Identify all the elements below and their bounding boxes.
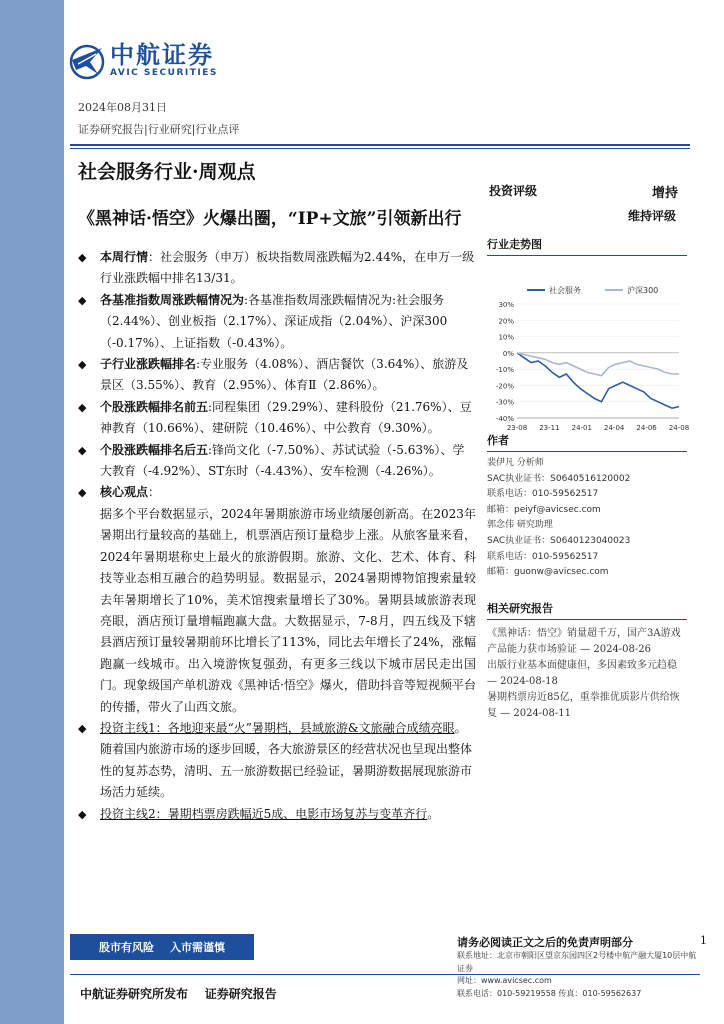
report-date: 2024年08月31日 <box>78 101 167 114</box>
author-line: 联系电话：010-59562517 <box>487 489 599 500</box>
core-paragraph: 据多个平台数据显示，2024年暑期旅游市场业绩屡创新高。在2023年暑期出行量较高的基础上，机票酒店预订量稳步上涨。从旅客量来看，2024年暑期堪称史上最火的旅游假期。旅游、文化、艺术、体育、科技等业态相互融合的趋势明显。数据显示，2024暑期博物馆搜索量较去年暑期增长了10%，美术馆搜索量增长了30%。暑期县域旅游表现亮眼，酒店预订量增幅跑赢大盘。大数据显示，7-8月，四五线及下辖县酒店预订量较暑期前环比增长了113%，同比去年增长了24%，涨幅跑赢一线城市。出入境游恢复强劲，有更多三线以下城市居民走出国门。现象级国产单机游戏《黑神话·悟空》爆火，借助抖音等短视频平台的传播，带火了山西文旅。 <box>100 506 476 714</box>
bullet-head: 个股涨跌幅排名后五 <box>100 442 209 457</box>
plane-logo-icon <box>68 40 106 80</box>
related-heading: 相关研究报告 <box>487 600 687 620</box>
logo-cn-text: 中航证券 <box>110 41 214 69</box>
header-rule-thin <box>70 148 690 149</box>
rating-value: 增持 <box>651 186 678 201</box>
bullet-head: 本周行情 <box>100 250 149 264</box>
industry-trend-section <box>487 236 690 440</box>
diamond-bullet-icon: ◆ <box>78 358 87 372</box>
footer-rule <box>70 974 700 975</box>
series-line-social-services <box>517 353 679 408</box>
rating-label: 投资评级 <box>489 184 538 198</box>
footer-publisher: 中航证券研究所发布 证券研究报告 <box>80 987 277 1001</box>
legend-label: 沪深300 <box>627 286 659 295</box>
bullet-text: :锋尚文化（-7.50%）、苏试试验（-5.63%）、学大教育（-4.92%）、ST东时（-4.43%）、安车检测（-4.26%）。 <box>100 442 465 479</box>
y-tick-label: -10% <box>495 366 514 375</box>
bullet-text: :专业服务（4.08%）、酒店餐饮（3.64%）、旅游及景区（3.55%）、教育（2.95%）、体育Ⅱ（2.86%）。 <box>100 357 469 393</box>
investment-text: 。随着国内旅游市场的逐步回暖，各大旅游景区的经营状况也呈现出整体性的复苏态势，清明、五一旅游数据已经验证，暑期游数据展现旅游市场活力延续。 <box>100 720 473 800</box>
left-sidebar-band <box>0 0 64 1024</box>
x-tick-label: 23-08 <box>506 424 528 432</box>
authors-heading: 作者 <box>487 432 687 452</box>
y-tick-label: 0% <box>502 349 514 358</box>
page-number: 1 <box>700 934 707 947</box>
authors-section <box>487 432 687 581</box>
y-tick-label: -20% <box>495 382 514 391</box>
diamond-bullet-icon: ◆ <box>78 486 87 500</box>
x-tick-label: 23-11 <box>539 424 560 432</box>
y-tick-label: -40% <box>495 415 514 423</box>
related-item[interactable]: 《黑神话：悟空》销量超千万，国产3A游戏产品能力获市场验证 — 2024-08-26 <box>487 628 681 655</box>
author-line: SAC执业证书：S0640516120002 <box>487 473 631 484</box>
footer-address: 联系地址：北京市朝阳区望京东园四区2号楼中航产融大厦10层中航证券 网址：www.avicsec.com 联系电话：010-59219558 传真：010-59562637 <box>457 951 697 998</box>
related-reports-section <box>487 600 687 722</box>
investment-line-1 <box>78 718 476 804</box>
diamond-bullet-icon: ◆ <box>78 807 87 821</box>
legend-label: 社会服务 <box>549 286 581 295</box>
rating-sub: 维持评级 <box>627 209 676 223</box>
breadcrumb: 证券研究报告|行业研究|行业点评 <box>78 123 240 136</box>
y-tick-label: 10% <box>498 333 514 342</box>
bullet-head: 各基准指数周涨跌幅情况为 <box>100 292 245 307</box>
risk-left: 股市有风险 <box>99 941 154 954</box>
author-line[interactable]: 邮箱：peiyf@avicsec.com <box>487 504 601 515</box>
logo-en-text: AVIC SECURITIES <box>110 68 218 78</box>
bullet-text: ：社会服务（申万）板块指数周涨跌幅为2.44%，在申万一级行业涨跌幅中排名13/31。 <box>100 250 475 286</box>
y-tick-label: 20% <box>498 317 514 326</box>
bullet-text: :同程集团（29.29%）、建科股份（21.76%）、豆神教育（10.66%）、建研院（10.46%）、中公教育（9.30%）。 <box>100 399 472 436</box>
related-item[interactable]: 暑期档票房近85亿，重拳推优质影片供给恢复 — 2024-08-11 <box>487 692 680 719</box>
author-line: 联系电话：010-59562517 <box>487 551 599 562</box>
related-item[interactable]: 出版行业基本面健康但，多因素致多元趋稳 — 2024-08-18 <box>487 660 677 687</box>
footer-disclaimer: 请务必阅读正文之后的免责声明部分 <box>457 936 633 949</box>
sector-title: 社会服务行业·周观点 <box>78 161 256 183</box>
brand-logo <box>68 40 218 80</box>
bullet-head: 核心观点 <box>100 485 149 500</box>
bullet-benchmarks <box>78 290 476 354</box>
x-tick-label: 24-04 <box>604 424 625 432</box>
industry-trend-chart <box>487 256 690 436</box>
main-body <box>78 247 476 825</box>
x-tick-label: 24-01 <box>571 424 592 432</box>
related-list <box>487 626 687 722</box>
bullet-head: 子行业涨跌幅排名 <box>100 357 197 372</box>
diamond-bullet-icon: ◆ <box>78 251 87 264</box>
chart-heading: 行业走势图 <box>487 236 687 256</box>
bullet-top-five <box>78 397 476 440</box>
bullet-text: :各基准指数周涨跌幅情况为:社会服务（2.44%）、创业板指（2.17%）、深证成指（2.04%）、沪深300（-0.17%）、上证指数（-0.43%）。 <box>100 292 448 350</box>
investment-head: 投资主线2：暑期档票房跌幅近5成、电影市场复苏与变革齐行 <box>100 806 428 821</box>
diamond-bullet-icon: ◆ <box>78 400 87 414</box>
bullet-text: ： <box>148 485 161 500</box>
y-tick-label: -30% <box>495 398 514 407</box>
author-line: 郭念伟 研究助理 <box>487 520 553 531</box>
author-line[interactable]: 邮箱：guonw@avicsec.com <box>487 567 609 578</box>
diamond-bullet-icon: ◆ <box>78 443 87 457</box>
investment-line-2 <box>78 804 476 825</box>
investment-head: 投资主线1：各地迎来最“火”暑期档，县域旅游&文旅融合成绩亮眼 <box>100 720 455 735</box>
bullet-head: 个股涨跌幅排名前五 <box>100 399 209 414</box>
bullet-weekly-market <box>78 247 476 290</box>
header-rule <box>70 144 690 146</box>
x-tick-label: 24-08 <box>668 424 690 432</box>
diamond-bullet-icon: ◆ <box>78 721 87 735</box>
author-line: SAC执业证书：S0640123040023 <box>487 535 631 546</box>
authors-list <box>487 456 687 581</box>
bullet-subsectors <box>78 354 476 397</box>
report-headline: 《黑神话·悟空》火爆出圈，“IP+文旅”引领新出行 <box>78 209 462 229</box>
bullet-bottom-five <box>78 440 476 483</box>
series-line-csi300 <box>517 353 679 376</box>
diamond-bullet-icon: ◆ <box>78 293 87 307</box>
risk-banner <box>70 934 254 960</box>
x-tick-label: 24-06 <box>636 424 657 432</box>
investment-text: 。 <box>427 806 440 821</box>
risk-right: 入市需谨慎 <box>170 941 225 954</box>
author-line: 裴伊凡 分析师 <box>487 458 544 468</box>
bullet-core-view <box>78 482 476 503</box>
y-tick-label: 30% <box>498 301 514 309</box>
